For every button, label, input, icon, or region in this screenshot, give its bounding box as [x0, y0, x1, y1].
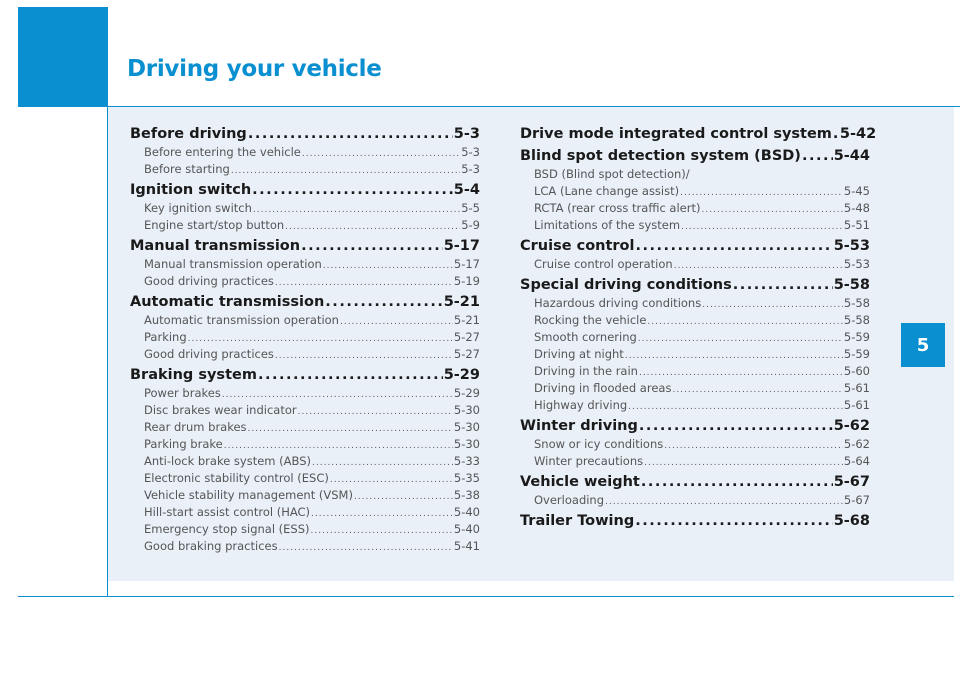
toc-leader	[802, 147, 833, 166]
toc-leader	[641, 473, 833, 492]
toc-subsection-page: 5-35	[453, 471, 480, 485]
toc-subsection-page: 5-64	[843, 454, 870, 468]
toc-section-page: 5-58	[833, 277, 870, 293]
toc-right-column	[520, 122, 877, 531]
toc-subsection-title: Rocking the vehicle	[534, 313, 647, 327]
toc-subsection-title: Electronic stability control (ESC)	[144, 471, 329, 485]
toc-section-page: 5-42	[839, 126, 877, 142]
toc-section[interactable]	[520, 125, 877, 144]
toc-section[interactable]	[130, 125, 480, 144]
toc-section-page: 5-44	[833, 148, 870, 164]
toc-subsection-title: Driving in flooded areas	[534, 381, 672, 395]
toc-subsection-page: 5-62	[843, 437, 870, 451]
toc-subsection-page: 5-27	[453, 347, 480, 361]
toc-section[interactable]	[130, 366, 480, 385]
toc-leader	[325, 293, 442, 312]
toc-subsection-title: Good driving practices	[144, 274, 274, 288]
toc-subsection-title: LCA (Lane change assist)	[534, 184, 680, 198]
toc-section-page: 5-29	[443, 367, 480, 383]
toc-subsection-title: Smooth cornering	[534, 330, 637, 344]
toc-subsection-page: 5-67	[843, 493, 870, 507]
toc-subsection-page: 5-41	[453, 539, 480, 553]
toc-subsection-page: 5-40	[453, 522, 480, 536]
toc-leader	[639, 417, 833, 436]
toc-section-title: Vehicle weight	[520, 474, 640, 490]
toc-subsection-title: Good driving practices	[144, 347, 274, 361]
toc-subsection-page: 5-29	[453, 386, 480, 400]
toc-section-title: Before driving	[130, 126, 247, 142]
toc-subsection[interactable]	[130, 402, 480, 419]
toc-subsection[interactable]	[520, 492, 870, 509]
toc-section-title: Manual transmission	[130, 238, 301, 254]
toc-leader	[285, 217, 460, 236]
toc-section-page: 5-4	[453, 182, 480, 198]
toc-subsection-page: 5-59	[843, 347, 870, 361]
toc-subsection[interactable]	[130, 273, 480, 290]
toc-section-title: Drive mode integrated control system	[520, 126, 832, 142]
toc-subsection-page: 5-61	[843, 381, 870, 395]
toc-subsection[interactable]	[130, 200, 480, 217]
toc-section[interactable]	[520, 276, 870, 295]
toc-subsection-page: 5-30	[453, 420, 480, 434]
toc-leader	[301, 237, 443, 256]
toc-subsection[interactable]	[130, 256, 480, 273]
toc-subsection-page: 5-58	[843, 313, 870, 327]
toc-subsection-title: Hazardous driving conditions	[534, 296, 702, 310]
toc-subsection[interactable]	[130, 144, 480, 161]
toc-subsection[interactable]	[130, 453, 480, 470]
toc-subsection[interactable]	[130, 504, 480, 521]
toc-subsection[interactable]	[130, 217, 480, 234]
toc-section-title: Braking system	[130, 367, 257, 383]
toc-section[interactable]	[130, 237, 480, 256]
toc-subsection-page: 5-38	[453, 488, 480, 502]
toc-subsection[interactable]	[130, 385, 480, 402]
toc-leader	[258, 366, 443, 385]
toc-leader	[248, 125, 453, 144]
toc-subsection-page: 5-45	[843, 184, 870, 198]
toc-subsection[interactable]	[130, 312, 480, 329]
toc-leader	[628, 397, 843, 416]
toc-subsection-title: Engine start/stop button	[144, 218, 285, 232]
toc-subsection-page: 5-3	[461, 145, 480, 159]
toc-subsection-title: Parking	[144, 330, 187, 344]
toc-subsection-title: Overloading	[534, 493, 605, 507]
toc-subsection-title: Before starting	[144, 162, 230, 176]
toc-subsection[interactable]	[520, 295, 870, 312]
toc-subsection[interactable]	[130, 436, 480, 453]
toc-subsection[interactable]	[130, 521, 480, 538]
toc-leader	[231, 161, 460, 180]
toc-subsection-page: 5-30	[453, 437, 480, 451]
toc-subsection[interactable]	[520, 200, 870, 217]
toc-subsection-title: Winter precautions	[534, 454, 644, 468]
toc-section-page: 5-53	[833, 238, 870, 254]
toc-subsection[interactable]	[130, 161, 480, 178]
toc-subsection[interactable]	[130, 346, 480, 363]
toc-subsection[interactable]	[520, 312, 870, 329]
toc-subsection-page: 5-61	[843, 398, 870, 412]
toc-leader	[681, 217, 843, 236]
toc-section[interactable]	[130, 293, 480, 312]
toc-subsection[interactable]	[520, 346, 870, 363]
toc-subsection-title: Vehicle stability management (VSM)	[144, 488, 353, 502]
toc-subsection-page: 5-51	[843, 218, 870, 232]
toc-leader	[275, 273, 453, 292]
toc-section[interactable]	[520, 512, 870, 531]
toc-subsection[interactable]	[520, 256, 870, 273]
toc-subsection-title: Hill-start assist control (HAC)	[144, 505, 311, 519]
toc-subsection[interactable]	[520, 329, 870, 346]
toc-subsection-title: Key ignition switch	[144, 201, 252, 215]
toc-leader	[674, 256, 843, 275]
toc-subsection[interactable]	[520, 397, 870, 414]
toc-subsection-page: 5-53	[843, 257, 870, 271]
toc-section-page: 5-21	[443, 294, 480, 310]
toc-left-column	[130, 122, 480, 555]
toc-section[interactable]	[520, 417, 870, 436]
toc-section-title: Cruise control	[520, 238, 635, 254]
toc-subsection-title: Parking brake	[144, 437, 223, 451]
toc-subsection-title: Before entering the vehicle	[144, 145, 301, 159]
toc-section-page: 5-62	[833, 418, 870, 434]
toc-subsection-title: Manual transmission operation	[144, 257, 322, 271]
toc-section-page: 5-68	[833, 513, 870, 529]
toc-subsection-title: Power brakes	[144, 386, 221, 400]
toc-leader	[636, 237, 833, 256]
toc-subsection-title: Driving at night	[534, 347, 624, 361]
toc-section-title: Winter driving	[520, 418, 638, 434]
toc-subsection-page: 5-33	[453, 454, 480, 468]
toc-subsection-title: Highway driving	[534, 398, 628, 412]
toc-subsection[interactable]	[520, 380, 870, 397]
toc-section-title: Blind spot detection system (BSD)	[520, 148, 801, 164]
toc-subsection-title: Snow or icy conditions	[534, 437, 664, 451]
toc-section-title: Automatic transmission	[130, 294, 325, 310]
toc-section[interactable]	[520, 237, 870, 256]
toc-subsection-title: Limitations of the system	[534, 218, 681, 232]
toc-subsection-page: 5-21	[453, 313, 480, 327]
chapter-tab[interactable]: 5	[901, 323, 945, 367]
toc-subsection-title: Automatic transmission operation	[144, 313, 339, 327]
toc-leader	[833, 125, 839, 144]
toc-subsection-title: Good braking practices	[144, 539, 278, 553]
toc-subsection[interactable]	[520, 217, 870, 234]
toc-leader	[275, 346, 453, 365]
chapter-header-block	[18, 7, 108, 107]
toc-section-page: 5-17	[443, 238, 480, 254]
toc-leader	[644, 453, 843, 472]
toc-section[interactable]	[520, 473, 870, 492]
toc-section-page: 5-3	[453, 126, 480, 142]
toc-subsection-page: 5-58	[843, 296, 870, 310]
toc-leader	[252, 181, 453, 200]
toc-subsection-title: Rear drum brakes	[144, 420, 247, 434]
toc-subsection-page: 5-17	[453, 257, 480, 271]
toc-leader	[733, 276, 833, 295]
toc-subsection-page: 5-5	[461, 201, 480, 215]
toc-section-title: Trailer Towing	[520, 513, 635, 529]
toc-subsection-title: Cruise control operation	[534, 257, 673, 271]
toc-subsection-page: 5-48	[843, 201, 870, 215]
footer-divider	[18, 596, 954, 597]
toc-subsection-page: 5-30	[453, 403, 480, 417]
page-title: Driving your vehicle	[127, 56, 382, 82]
toc-subsection-title: BSD (Blind spot detection)/	[534, 167, 690, 181]
toc-subsection[interactable]	[520, 363, 870, 380]
toc-section[interactable]	[130, 181, 480, 200]
toc-subsection-title: Driving in the rain	[534, 364, 638, 378]
toc-section-title: Ignition switch	[130, 182, 252, 198]
toc-subsection-page: 5-40	[453, 505, 480, 519]
left-rule	[107, 107, 108, 597]
toc-section[interactable]	[520, 147, 870, 166]
toc-subsection-title: Emergency stop signal (ESS)	[144, 522, 310, 536]
toc-subsection-page: 5-59	[843, 330, 870, 344]
toc-subsection-page: 5-60	[843, 364, 870, 378]
toc-section-title: Special driving conditions	[520, 277, 732, 293]
toc-subsection[interactable]	[130, 487, 480, 504]
toc-subsection-page: 5-9	[461, 218, 480, 232]
toc-subsection[interactable]	[520, 453, 870, 470]
toc-leader	[279, 538, 453, 557]
toc-subsection[interactable]	[520, 436, 870, 453]
toc-subsection-page: 5-19	[453, 274, 480, 288]
toc-subsection[interactable]	[130, 329, 480, 346]
toc-section-page: 5-67	[833, 474, 870, 490]
toc-subsection[interactable]	[520, 183, 870, 200]
toc-leader	[605, 492, 843, 511]
toc-subsection[interactable]	[130, 538, 480, 555]
toc-subsection[interactable]	[130, 419, 480, 436]
toc-subsection-page: 5-27	[453, 330, 480, 344]
toc-subsection-page: 5-3	[461, 162, 480, 176]
toc-subsection-title: Disc brakes wear indicator	[144, 403, 297, 417]
toc-subsection-title: Anti-lock brake system (ABS)	[144, 454, 311, 468]
toc-subsection[interactable]	[130, 470, 480, 487]
toc-leader	[635, 512, 833, 531]
toc-subsection-title: RCTA (rear cross traffic alert)	[534, 201, 701, 215]
